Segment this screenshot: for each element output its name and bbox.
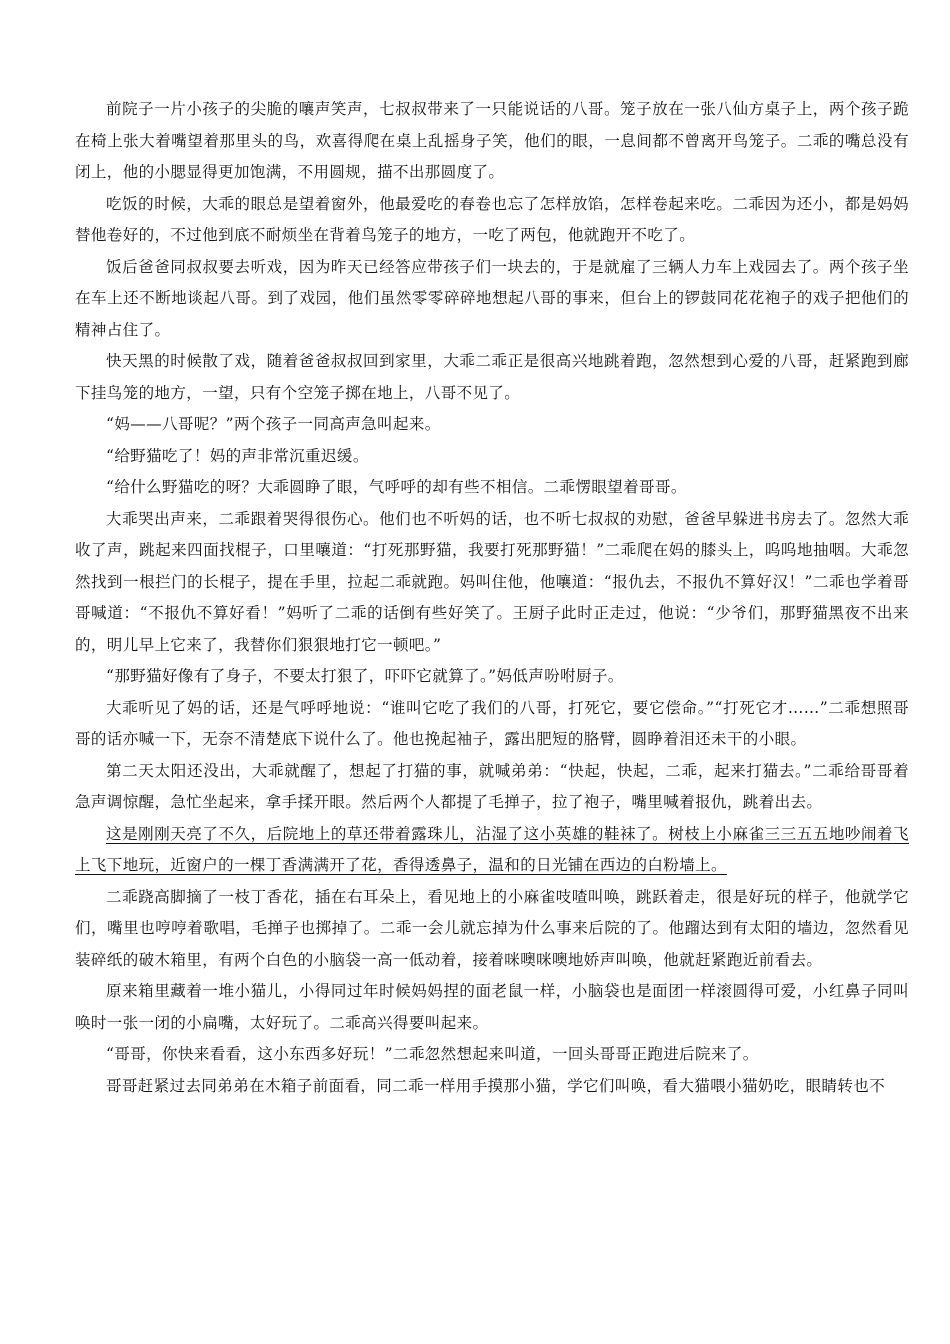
paragraph: “给野猫吃了！妈的声非常沉重迟缓。 <box>106 446 369 465</box>
underlined-text: 这是刚刚天亮了不久，后院地上的草还带着露珠儿，沾湿了这小英雄的鞋袜了。树枝上小麻雀三三五五地吵闹着飞上飞下地玩，近窗户的一棵丁香满满开了花，香得透鼻子，温和的日光铺在西边的白粉墙上。 <box>75 824 909 874</box>
paragraph: 第二天太阳还没出，大乖就醒了，想起了打猫的事，就喊弟弟：“快起，快起，二乖，起来打猫去。”二乖给哥哥着急声调惊醒，急忙坐起来，拿手揉开眼。然后两个人都提了毛掸子，拉了袍子，嘴里喊着报仇，跳着出去。 <box>75 761 909 811</box>
paragraph: 饭后爸爸同叔叔要去听戏，因为昨天已经答应带孩子们一块去的，于是就雇了三辆人力车上戏园去了。两个孩子坐在车上还不断地谈起八哥。到了戏园，他们虽然零零碎碎地想起八哥的事来，但台上的锣鼓同花花袍子的戏子把他们的精神占住了。 <box>75 257 909 339</box>
paragraph: 快天黑的时候散了戏，随着爸爸叔叔回到家里，大乖二乖正是很高兴地跳着跑，忽然想到心爱的八哥，赶紧跑到廊下挂鸟笼的地方，一望，只有个空笼子掷在地上，八哥不见了。 <box>75 352 909 402</box>
paragraph: 大乖听见了妈的话，还是气呼呼地说：“谁叫它吃了我们的八哥，打死它，要它偿命。”“打死它才……”二乖想照哥哥的话亦喊一下，无奈不清楚底下说什么了。他也挽起袖子，露出肥短的胳臂，圆睁着泪还未干的小眼。 <box>75 698 909 748</box>
paragraph: “那野猫好像有了身子，不要太打狠了，吓吓它就算了。”妈低声吩咐厨子。 <box>106 667 624 685</box>
paragraph: 原来箱里藏着一堆小猫儿，小得同过年时候妈妈捏的面老鼠一样，小脑袋也是面团一样滚圆得可爱，小红鼻子同叫唤时一张一闭的小扁嘴，太好玩了。二乖高兴得要叫起来。 <box>75 982 909 1032</box>
paragraph: 前院子一片小孩子的尖脆的嚷声笑声，七叔叔带来了一只能说话的八哥。笼子放在一张八仙方桌子上，两个孩子跪在椅上张大着嘴望着那里头的鸟，欢喜得爬在桌上乱摇身子笑，他们的眼，一息间都不曾离开鸟笼子。二乖的嘴总没有闭上，他的小腮显得更加饱满，不用圆规，描不出那圆度了。 <box>75 100 909 181</box>
paragraph: 大乖哭出声来，二乖跟着哭得很伤心。他们也不听妈的话，也不听七叔叔的劝慰，爸爸早躲进书房去了。忽然大乖收了声，跳起来四面找棍子，口里嚷道：“打死那野猫，我要打死那野猫！”二乖爬在妈的膝头上，呜呜地抽咽。大乖忽然找到一根拦门的长棍子，提在手里，拉起二乖就跑。妈叫住他，他嚷道：“报仇去，不报仇不算好汉！”二乖也学着哥哥喊道：“不报仇不算好看！”妈听了二乖的话倒有些好笑了。王厨子此时正走过，他说：“少爷们，那野猫黑夜不出来的，明儿早上它来了，我替你们狠狠地打它一顿吧。” <box>75 509 909 654</box>
underlined-paragraph <box>75 819 909 882</box>
paragraph: 哥哥赶紧过去同弟弟在木箱子前面看，同二乖一样用手摸那小猫，学它们叫唤，看大猫喂小猫奶吃，眼睛转也不 <box>106 1076 886 1095</box>
paragraph: 吃饭的时候，大乖的眼总是望着窗外，他最爱吃的春卷也忘了怎样放馅，怎样卷起来吃。二乖因为还小，都是妈妈替他卷好的，不过他到底不耐烦坐在背着鸟笼子的地方，一吃了两包，他就跑开不吃了。 <box>75 194 909 244</box>
paragraph: “给什么野猫吃的呀？大乖圆睁了眼，气呼呼的却有些不相信。二乖愣眼望着哥哥。 <box>106 478 687 496</box>
paragraph: 二乖跷高脚摘了一枝丁香花，插在右耳朵上，看见地上的小麻雀吱喳叫唤，跳跃着走，很是好玩的样子，他就学它们，嘴里也哼哼着歌唱，毛掸子也掷掉了。二乖一会儿就忘掉为什么事来后院的了。他蹓达到有太阳的墙边，忽然看见装碎纸的破木箱里，有两个白色的小脑袋一高一低动着，接着咪噢咪噢地娇声叫唤，他就赶紧跑近前看去。 <box>75 887 909 969</box>
story-text <box>75 94 909 1102</box>
paragraph: “妈——八哥呢？”两个孩子一同高声急叫起来。 <box>106 415 441 433</box>
paragraph: “哥哥，你快来看看，这小东西多好玩！”二乖忽然想起来叫道，一回头哥哥正跑进后院来了。 <box>106 1045 759 1063</box>
